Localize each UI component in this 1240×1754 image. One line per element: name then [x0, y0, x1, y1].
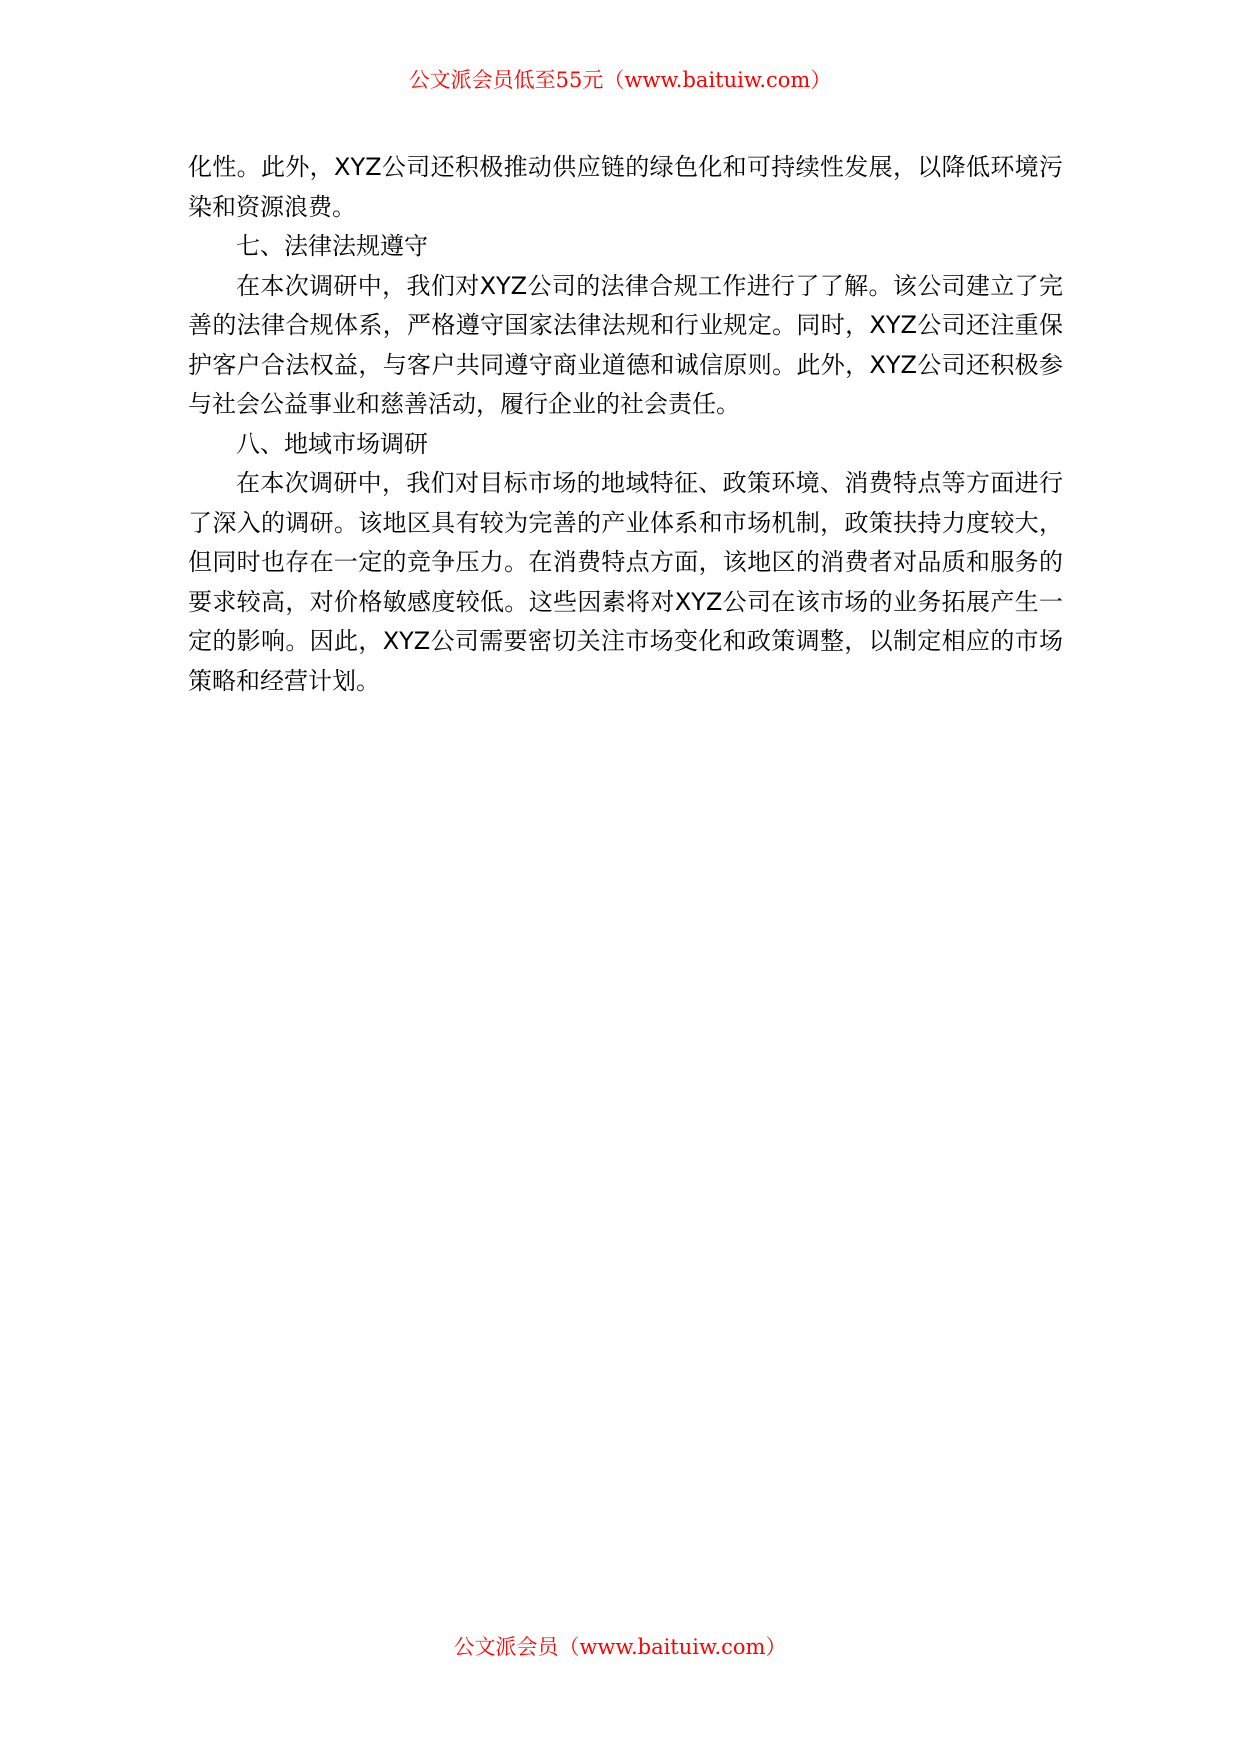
paragraph-regional-market: 在本次调研中，我们对目标市场的地域特征、政策环境、消费特点等方面进行了深入的调研。该地区具有较为完善的产业体系和市场机制，政策扶持力度较大，但同时也存在一定的竞争压力。在消费特点方面，该地区的消费者对品质和服务的要求较高，对价格敏感度较低。这些因素将对XYZ公司在该市场的业务拓展产生一定的影响。因此，XYZ公司需要密切关注市场变化和政策调整，以制定相应的市场策略和经营计划。 [188, 469, 1063, 695]
footer-promo-banner: 公文派会员（www.baituiw.com） [453, 1635, 787, 1659]
document-body [188, 148, 1063, 701]
section-heading-7: 七、法律法规遵守 [236, 232, 428, 260]
paragraph-legal-compliance: 在本次调研中，我们对XYZ公司的法律合规工作进行了了解。该公司建立了完善的法律合规体系，严格遵守国家法律法规和行业规定。同时，XYZ公司还注重保护客户合法权益，与客户共同遵守商业道德和诚信原则。此外，XYZ公司还积极参与社会公益事业和慈善活动，履行企业的社会责任。 [188, 271, 1063, 418]
section-heading-8: 八、地域市场调研 [236, 429, 428, 458]
paragraph-continuation: 化性。此外，XYZ公司还积极推动供应链的绿色化和可持续性发展，以降低环境污染和资源浪费。 [188, 153, 1063, 221]
header-promo-banner: 公文派会员低至55元（www.baituiw.com） [408, 68, 832, 92]
